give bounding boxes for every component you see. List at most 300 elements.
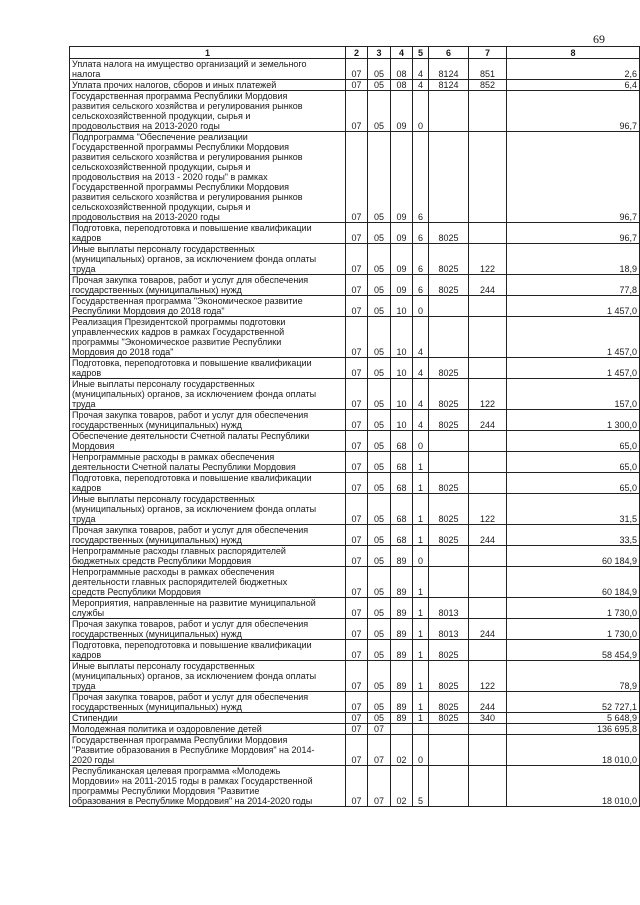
- row-name-line: 2020 годы: [72, 755, 115, 765]
- expense-type-code-cell: [469, 735, 507, 766]
- program-code-cell: 89: [391, 567, 413, 598]
- program-code-cell: 68: [391, 452, 413, 473]
- table-row: [70, 766, 640, 807]
- row-name-line: развития сельского хозяйства и регулирования рынков: [72, 101, 303, 111]
- expense-type-code-cell: 122: [469, 379, 507, 410]
- section-code-cell: 07: [346, 59, 368, 80]
- expense-type-code-cell: 122: [469, 494, 507, 525]
- direction-code-cell: 8025: [429, 379, 469, 410]
- direction-code-cell: [429, 735, 469, 766]
- row-name-line: сельскохозяйственной продукции, сырья и: [72, 111, 251, 121]
- row-name-line: сельскохозяйственной продукции, сырья и: [72, 162, 251, 172]
- section-code-cell: 07: [346, 410, 368, 431]
- program-code-cell: 02: [391, 735, 413, 766]
- section-code-cell: 07: [346, 724, 368, 735]
- program-code-cell: 89: [391, 640, 413, 661]
- row-name-cell: [70, 494, 346, 525]
- table-row: [70, 317, 640, 358]
- subprogram-code-cell: 4: [413, 410, 429, 431]
- amount-cell: 6,4: [507, 80, 640, 91]
- row-name-cell: [70, 619, 346, 640]
- row-name-line: кадров: [72, 233, 102, 243]
- direction-code-cell: 8124: [429, 59, 469, 80]
- subsection-code-cell: 05: [368, 431, 391, 452]
- amount-cell: 33,5: [507, 525, 640, 546]
- row-name-line: Мордовия до 2018 года": [72, 347, 174, 357]
- row-name-line: (муниципальных) органов, за исключением фонда оплаты: [72, 671, 317, 681]
- amount-cell: 96,7: [507, 223, 640, 244]
- expense-type-code-cell: [469, 132, 507, 223]
- row-name-line: государственных (муниципальных) нужд: [72, 629, 242, 639]
- expense-type-code-cell: 244: [469, 410, 507, 431]
- section-code-cell: 07: [346, 296, 368, 317]
- expense-type-code-cell: 852: [469, 80, 507, 91]
- expense-type-code-cell: [469, 223, 507, 244]
- direction-code-cell: 8025: [429, 275, 469, 296]
- row-name-cell: [70, 91, 346, 132]
- program-code-cell: 02: [391, 766, 413, 807]
- row-name-line: государственных (муниципальных) нужд: [72, 420, 242, 430]
- program-code-cell: 89: [391, 546, 413, 567]
- section-code-cell: 07: [346, 379, 368, 410]
- subsection-code-cell: 05: [368, 296, 391, 317]
- row-name-line: программы "Экономическое развитие Республики: [72, 337, 282, 347]
- table-row: [70, 379, 640, 410]
- amount-cell: 60 184,9: [507, 546, 640, 567]
- direction-code-cell: [429, 296, 469, 317]
- subprogram-code-cell: [413, 724, 429, 735]
- subprogram-code-cell: 4: [413, 59, 429, 80]
- subsection-code-cell: 05: [368, 640, 391, 661]
- subprogram-code-cell: 1: [413, 713, 429, 724]
- subsection-code-cell: 05: [368, 619, 391, 640]
- row-name-line: продовольствия на 2013 - 2020 годы" в рамках: [72, 172, 268, 182]
- row-name-cell: [70, 296, 346, 317]
- program-code-cell: 89: [391, 692, 413, 713]
- subprogram-code-cell: 1: [413, 567, 429, 598]
- amount-cell: 1 730,0: [507, 598, 640, 619]
- row-name-line: "Развитие образования в Республике Мордовия" на 2014-: [72, 745, 315, 755]
- section-code-cell: 07: [346, 317, 368, 358]
- subsection-code-cell: 05: [368, 317, 391, 358]
- row-name-line: деятельности Счетной палаты Республики Мордовия: [72, 462, 296, 472]
- amount-cell: 65,0: [507, 473, 640, 494]
- subsection-code-cell: 05: [368, 59, 391, 80]
- expense-type-code-cell: 122: [469, 661, 507, 692]
- header-cell: 3: [368, 47, 391, 59]
- subprogram-code-cell: 0: [413, 91, 429, 132]
- table-row: [70, 525, 640, 546]
- program-code-cell: 10: [391, 410, 413, 431]
- program-code-cell: 68: [391, 494, 413, 525]
- program-code-cell: 09: [391, 244, 413, 275]
- subsection-code-cell: 05: [368, 132, 391, 223]
- direction-code-cell: [429, 452, 469, 473]
- subprogram-code-cell: 6: [413, 275, 429, 296]
- row-name-line: Уплата налога на имущество организаций и земельного: [72, 59, 307, 69]
- row-name-line: Прочая закупка товаров, работ и услуг для обеспечения: [72, 525, 309, 535]
- subsection-code-cell: 05: [368, 358, 391, 379]
- row-name-line: Прочая закупка товаров, работ и услуг для обеспечения: [72, 692, 309, 702]
- table-row: [70, 598, 640, 619]
- direction-code-cell: [429, 724, 469, 735]
- subprogram-code-cell: 6: [413, 244, 429, 275]
- subsection-code-cell: 05: [368, 80, 391, 91]
- section-code-cell: 07: [346, 598, 368, 619]
- row-name-cell: [70, 525, 346, 546]
- subsection-code-cell: 07: [368, 735, 391, 766]
- expense-type-code-cell: [469, 296, 507, 317]
- row-name-line: (муниципальных) органов, за исключением фонда оплаты: [72, 389, 317, 399]
- program-code-cell: 09: [391, 132, 413, 223]
- subprogram-code-cell: 6: [413, 132, 429, 223]
- amount-cell: 1 300,0: [507, 410, 640, 431]
- row-name-cell: [70, 410, 346, 431]
- row-name-line: кадров: [72, 368, 102, 378]
- subsection-code-cell: 05: [368, 546, 391, 567]
- row-name-cell: [70, 692, 346, 713]
- expense-type-code-cell: [469, 452, 507, 473]
- direction-code-cell: 8025: [429, 640, 469, 661]
- table-row: [70, 640, 640, 661]
- subprogram-code-cell: 4: [413, 317, 429, 358]
- expense-type-code-cell: [469, 766, 507, 807]
- subprogram-code-cell: 1: [413, 619, 429, 640]
- subprogram-code-cell: 1: [413, 494, 429, 525]
- direction-code-cell: 8025: [429, 410, 469, 431]
- row-name-cell: [70, 713, 346, 724]
- row-name-line: бюджетных средств Республики Мордовия: [72, 556, 252, 566]
- subprogram-code-cell: 1: [413, 661, 429, 692]
- table-row: [70, 132, 640, 223]
- subprogram-code-cell: 0: [413, 296, 429, 317]
- section-code-cell: 07: [346, 567, 368, 598]
- program-code-cell: 10: [391, 379, 413, 410]
- section-code-cell: 07: [346, 431, 368, 452]
- expense-type-code-cell: [469, 91, 507, 132]
- subprogram-code-cell: 0: [413, 546, 429, 567]
- row-name-line: развития сельского хозяйства и регулирования рынков: [72, 192, 303, 202]
- row-name-line: Прочая закупка товаров, работ и услуг для обеспечения: [72, 275, 309, 285]
- row-name-cell: [70, 244, 346, 275]
- row-name-line: Обеспечение деятельности Счетной палаты Республики: [72, 431, 310, 441]
- row-name-line: службы: [72, 608, 105, 618]
- program-code-cell: 08: [391, 59, 413, 80]
- row-name-line: Подпрограмма "Обеспечение реализации: [72, 132, 248, 142]
- subsection-code-cell: 05: [368, 223, 391, 244]
- amount-cell: 96,7: [507, 91, 640, 132]
- subprogram-code-cell: 4: [413, 358, 429, 379]
- row-name-line: Иные выплаты персоналу государственных: [72, 661, 255, 671]
- table-row: [70, 713, 640, 724]
- row-name-line: Непрограммные расходы главных распорядителей: [72, 546, 286, 556]
- table-row: [70, 452, 640, 473]
- row-name-line: Прочая закупка товаров, работ и услуг для обеспечения: [72, 410, 309, 420]
- header-cell: 5: [413, 47, 429, 59]
- row-name-line: образования в Республике Мордовия" на 2014-2020 годы: [72, 796, 313, 806]
- expense-type-code-cell: [469, 640, 507, 661]
- program-code-cell: 10: [391, 358, 413, 379]
- table-row: [70, 661, 640, 692]
- program-code-cell: 68: [391, 525, 413, 546]
- row-name-cell: [70, 640, 346, 661]
- section-code-cell: 07: [346, 80, 368, 91]
- row-name-cell: [70, 317, 346, 358]
- direction-code-cell: 8025: [429, 473, 469, 494]
- direction-code-cell: 8025: [429, 525, 469, 546]
- subsection-code-cell: 05: [368, 379, 391, 410]
- direction-code-cell: 8025: [429, 713, 469, 724]
- amount-cell: 1 457,0: [507, 317, 640, 358]
- subsection-code-cell: 05: [368, 567, 391, 598]
- subprogram-code-cell: 6: [413, 223, 429, 244]
- amount-cell: 77,8: [507, 275, 640, 296]
- row-name-line: Молодежная политика и оздоровление детей: [72, 724, 262, 734]
- row-name-line: Уплата прочих налогов, сборов и иных платежей: [72, 80, 277, 90]
- direction-code-cell: [429, 546, 469, 567]
- table-row: [70, 724, 640, 735]
- subsection-code-cell: 05: [368, 91, 391, 132]
- row-name-cell: [70, 724, 346, 735]
- table-row: [70, 546, 640, 567]
- section-code-cell: 07: [346, 494, 368, 525]
- section-code-cell: 07: [346, 358, 368, 379]
- table-row: [70, 692, 640, 713]
- row-name-line: Республики Мордовия до 2018 года": [72, 306, 225, 316]
- section-code-cell: 07: [346, 244, 368, 275]
- row-name-line: программы Республики Мордовия "Развитие: [72, 786, 260, 796]
- row-name-line: деятельности главных распорядителей бюджетных: [72, 577, 288, 587]
- subsection-code-cell: 05: [368, 275, 391, 296]
- direction-code-cell: [429, 132, 469, 223]
- expense-type-code-cell: [469, 473, 507, 494]
- program-code-cell: 10: [391, 317, 413, 358]
- subsection-code-cell: 05: [368, 494, 391, 525]
- row-name-line: государственных (муниципальных) нужд: [72, 535, 242, 545]
- direction-code-cell: 8025: [429, 244, 469, 275]
- row-name-line: Непрограммные расходы в рамках обеспечения: [72, 567, 275, 577]
- row-name-cell: [70, 223, 346, 244]
- table-row: [70, 296, 640, 317]
- subprogram-code-cell: 5: [413, 766, 429, 807]
- row-name-line: Государственная программа "Экономическое развитие: [72, 296, 303, 306]
- table-body: [70, 59, 640, 807]
- subsection-code-cell: 07: [368, 766, 391, 807]
- row-name-line: кадров: [72, 483, 102, 493]
- row-name-line: продовольствия на 2013-2020 годы: [72, 121, 220, 131]
- section-code-cell: 07: [346, 223, 368, 244]
- expense-type-code-cell: [469, 567, 507, 598]
- direction-code-cell: [429, 431, 469, 452]
- amount-cell: 65,0: [507, 431, 640, 452]
- expense-type-code-cell: 244: [469, 525, 507, 546]
- row-name-line: Республиканская целевая программа «Молодежь: [72, 766, 281, 776]
- row-name-line: труда: [72, 264, 96, 274]
- row-name-line: развития сельского хозяйства и регулирования рынков: [72, 152, 303, 162]
- direction-code-cell: 8025: [429, 223, 469, 244]
- subsection-code-cell: 05: [368, 244, 391, 275]
- subsection-code-cell: 05: [368, 473, 391, 494]
- row-name-line: налога: [72, 69, 101, 79]
- row-name-line: управленческих кадров в рамках Государственной: [72, 327, 285, 337]
- expense-type-code-cell: [469, 358, 507, 379]
- program-code-cell: 09: [391, 91, 413, 132]
- program-code-cell: 68: [391, 431, 413, 452]
- amount-cell: 60 184,9: [507, 567, 640, 598]
- section-code-cell: 07: [346, 713, 368, 724]
- row-name-line: Подготовка, переподготовка и повышение квалификации: [72, 358, 312, 368]
- row-name-cell: [70, 132, 346, 223]
- row-name-cell: [70, 452, 346, 473]
- table-row: [70, 494, 640, 525]
- subsection-code-cell: 05: [368, 661, 391, 692]
- amount-cell: 78,9: [507, 661, 640, 692]
- direction-code-cell: 8124: [429, 80, 469, 91]
- table-row: [70, 473, 640, 494]
- subprogram-code-cell: 0: [413, 735, 429, 766]
- subprogram-code-cell: 1: [413, 452, 429, 473]
- subsection-code-cell: 05: [368, 713, 391, 724]
- subprogram-code-cell: 4: [413, 80, 429, 91]
- section-code-cell: 07: [346, 619, 368, 640]
- program-code-cell: 89: [391, 713, 413, 724]
- subsection-code-cell: 05: [368, 452, 391, 473]
- expense-type-code-cell: [469, 724, 507, 735]
- amount-cell: 31,5: [507, 494, 640, 525]
- amount-cell: 96,7: [507, 132, 640, 223]
- row-name-line: государственных (муниципальных) нужд: [72, 285, 242, 295]
- row-name-line: Мероприятия, направленные на развитие муниципальной: [72, 598, 316, 608]
- expense-type-code-cell: [469, 546, 507, 567]
- subprogram-code-cell: 1: [413, 640, 429, 661]
- subprogram-code-cell: 1: [413, 473, 429, 494]
- row-name-cell: [70, 358, 346, 379]
- row-name-line: средств Республики Мордовия: [72, 587, 201, 597]
- row-name-line: Непрограммные расходы в рамках обеспечения: [72, 452, 275, 462]
- row-name-line: Подготовка, переподготовка и повышение квалификации: [72, 223, 312, 233]
- program-code-cell: 89: [391, 598, 413, 619]
- amount-cell: 58 454,9: [507, 640, 640, 661]
- row-name-cell: [70, 59, 346, 80]
- header-cell: 1: [70, 47, 346, 59]
- row-name-cell: [70, 546, 346, 567]
- section-code-cell: 07: [346, 735, 368, 766]
- row-name-line: (муниципальных) органов, за исключением фонда оплаты: [72, 254, 317, 264]
- row-name-line: Государственная программа Республики Мордовия: [72, 91, 288, 101]
- row-name-line: кадров: [72, 650, 102, 660]
- expense-type-code-cell: [469, 431, 507, 452]
- expense-type-code-cell: 122: [469, 244, 507, 275]
- page-number: 69: [593, 32, 605, 46]
- row-name-line: продовольствия на 2013-2020 годы: [72, 212, 220, 222]
- subprogram-code-cell: 1: [413, 598, 429, 619]
- table-row: [70, 431, 640, 452]
- direction-code-cell: [429, 317, 469, 358]
- amount-cell: 2,6: [507, 59, 640, 80]
- expense-type-code-cell: 244: [469, 619, 507, 640]
- table-row: [70, 619, 640, 640]
- amount-cell: 1 730,0: [507, 619, 640, 640]
- program-code-cell: 09: [391, 275, 413, 296]
- row-name-line: Государственной программы Республики Мордовия: [72, 182, 289, 192]
- direction-code-cell: [429, 91, 469, 132]
- row-name-line: труда: [72, 514, 96, 524]
- row-name-cell: [70, 431, 346, 452]
- subsection-code-cell: 05: [368, 598, 391, 619]
- section-code-cell: 07: [346, 766, 368, 807]
- row-name-line: труда: [72, 399, 96, 409]
- subsection-code-cell: 05: [368, 692, 391, 713]
- direction-code-cell: 8013: [429, 619, 469, 640]
- amount-cell: 1 457,0: [507, 296, 640, 317]
- table-header-row: [70, 47, 640, 59]
- row-name-cell: [70, 379, 346, 410]
- header-cell: 4: [391, 47, 413, 59]
- expense-type-code-cell: 340: [469, 713, 507, 724]
- section-code-cell: 07: [346, 132, 368, 223]
- section-code-cell: 07: [346, 452, 368, 473]
- row-name-line: Государственной программы Республики Мордовия: [72, 142, 289, 152]
- expense-type-code-cell: 244: [469, 692, 507, 713]
- amount-cell: 52 727,1: [507, 692, 640, 713]
- row-name-line: Реализация Президентской программы подготовки: [72, 317, 286, 327]
- program-code-cell: 09: [391, 223, 413, 244]
- table-row: [70, 410, 640, 431]
- row-name-line: Иные выплаты персоналу государственных: [72, 379, 255, 389]
- row-name-cell: [70, 567, 346, 598]
- expense-type-code-cell: [469, 598, 507, 619]
- section-code-cell: 07: [346, 546, 368, 567]
- direction-code-cell: 8025: [429, 494, 469, 525]
- program-code-cell: 89: [391, 619, 413, 640]
- section-code-cell: 07: [346, 661, 368, 692]
- row-name-cell: [70, 80, 346, 91]
- row-name-line: Мордовия: [72, 441, 115, 451]
- row-name-line: труда: [72, 681, 96, 691]
- row-name-cell: [70, 275, 346, 296]
- amount-cell: 18 010,0: [507, 735, 640, 766]
- table-row: [70, 80, 640, 91]
- amount-cell: 5 648,9: [507, 713, 640, 724]
- row-name-line: (муниципальных) органов, за исключением фонда оплаты: [72, 504, 317, 514]
- table-row: [70, 275, 640, 296]
- table-row: [70, 244, 640, 275]
- direction-code-cell: [429, 766, 469, 807]
- row-name-line: Стипендии: [72, 713, 118, 723]
- amount-cell: 65,0: [507, 452, 640, 473]
- program-code-cell: [391, 724, 413, 735]
- program-code-cell: 10: [391, 296, 413, 317]
- section-code-cell: 07: [346, 473, 368, 494]
- row-name-line: сельскохозяйственной продукции, сырья и: [72, 202, 251, 212]
- subsection-code-cell: 07: [368, 724, 391, 735]
- table-row: [70, 223, 640, 244]
- amount-cell: 18 010,0: [507, 766, 640, 807]
- row-name-line: Подготовка, переподготовка и повышение квалификации: [72, 473, 312, 483]
- row-name-cell: [70, 473, 346, 494]
- amount-cell: 157,0: [507, 379, 640, 410]
- direction-code-cell: 8025: [429, 692, 469, 713]
- section-code-cell: 07: [346, 275, 368, 296]
- program-code-cell: 08: [391, 80, 413, 91]
- row-name-line: Прочая закупка товаров, работ и услуг для обеспечения: [72, 619, 309, 629]
- row-name-cell: [70, 735, 346, 766]
- table-row: [70, 567, 640, 598]
- expense-type-code-cell: 244: [469, 275, 507, 296]
- header-cell: 6: [429, 47, 469, 59]
- row-name-line: Иные выплаты персоналу государственных: [72, 244, 255, 254]
- expense-type-code-cell: 851: [469, 59, 507, 80]
